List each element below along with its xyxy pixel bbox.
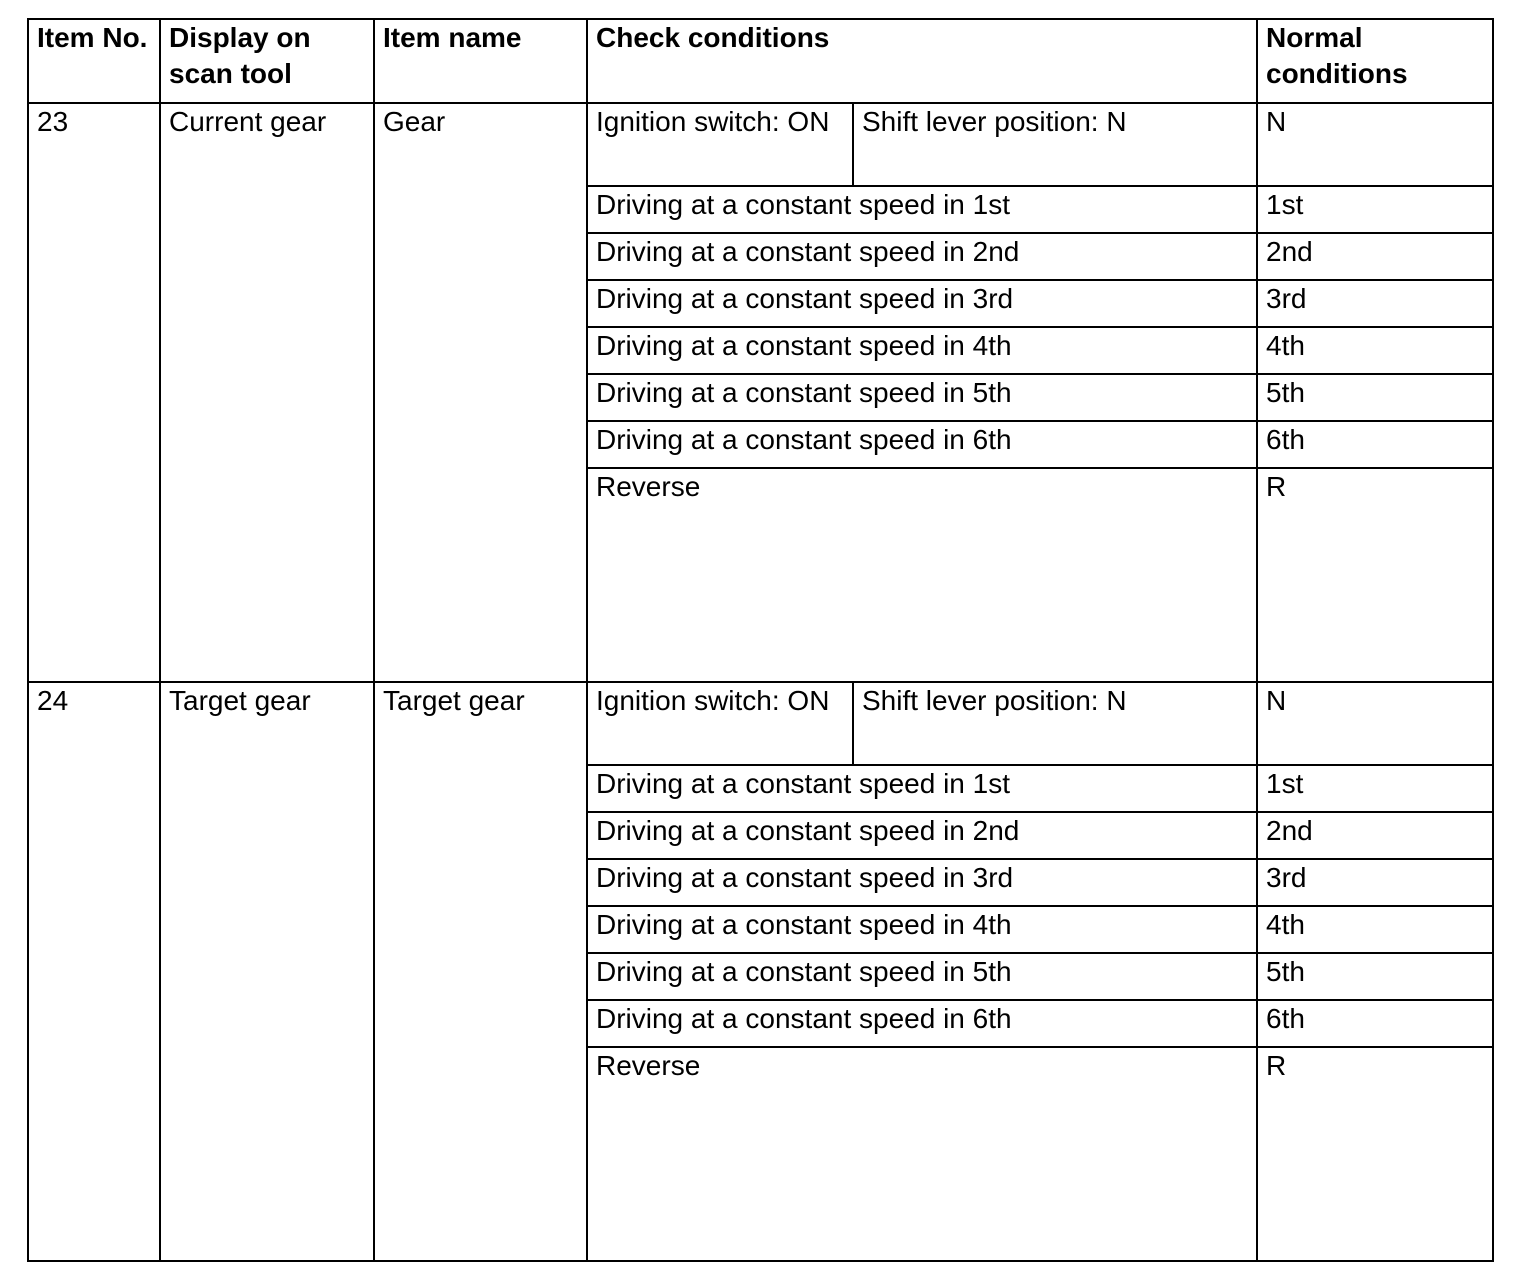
normal-cell: 4th xyxy=(1257,906,1493,953)
condition-cell: Driving at a constant speed in 6th xyxy=(587,1000,1257,1047)
condition-cell: Driving at a constant speed in 2nd xyxy=(587,233,1257,280)
data-list-table xyxy=(27,18,1494,1262)
ignition-condition-cell: Shift lever position: N xyxy=(853,682,1257,765)
condition-cell: Driving at a constant speed in 1st xyxy=(587,186,1257,233)
normal-cell: 6th xyxy=(1257,1000,1493,1047)
normal-cell: 6th xyxy=(1257,421,1493,468)
normal-cell: 1st xyxy=(1257,765,1493,812)
ignition-condition-cell: Shift lever position: N xyxy=(853,103,1257,186)
header-item-no: Item No. xyxy=(28,19,160,103)
ignition-label-cell: Ignition switch: ON xyxy=(587,682,853,765)
display-cell: Target gear xyxy=(160,682,374,1261)
normal-cell: 5th xyxy=(1257,374,1493,421)
normal-cell: 5th xyxy=(1257,953,1493,1000)
reverse-condition-cell: Reverse xyxy=(587,468,1257,682)
item-name-cell: Gear xyxy=(374,103,587,682)
reverse-condition-cell: Reverse xyxy=(587,1047,1257,1261)
normal-cell: 2nd xyxy=(1257,233,1493,280)
condition-cell: Driving at a constant speed in 4th xyxy=(587,906,1257,953)
header-item-name: Item name xyxy=(374,19,587,103)
normal-cell: 3rd xyxy=(1257,280,1493,327)
normal-cell: N xyxy=(1257,103,1493,186)
header-display: Display on scan tool xyxy=(160,19,374,103)
condition-cell: Driving at a constant speed in 1st xyxy=(587,765,1257,812)
normal-cell: N xyxy=(1257,682,1493,765)
header-normal-conditions: Normal conditions xyxy=(1257,19,1493,103)
reverse-normal-cell: R xyxy=(1257,468,1493,682)
condition-cell: Driving at a constant speed in 5th xyxy=(587,953,1257,1000)
normal-cell: 1st xyxy=(1257,186,1493,233)
reverse-normal-cell: R xyxy=(1257,1047,1493,1261)
item-no-cell: 23 xyxy=(28,103,160,682)
item-name-cell: Target gear xyxy=(374,682,587,1261)
condition-cell: Driving at a constant speed in 2nd xyxy=(587,812,1257,859)
condition-cell: Driving at a constant speed in 6th xyxy=(587,421,1257,468)
item-no-cell: 24 xyxy=(28,682,160,1261)
condition-cell: Driving at a constant speed in 3rd xyxy=(587,280,1257,327)
table-row xyxy=(28,682,1493,765)
normal-cell: 4th xyxy=(1257,327,1493,374)
table-row xyxy=(28,103,1493,186)
header-check-conditions: Check conditions xyxy=(587,19,1257,103)
condition-cell: Driving at a constant speed in 3rd xyxy=(587,859,1257,906)
normal-cell: 2nd xyxy=(1257,812,1493,859)
header-row xyxy=(28,19,1493,103)
display-cell: Current gear xyxy=(160,103,374,682)
ignition-label-cell: Ignition switch: ON xyxy=(587,103,853,186)
normal-cell: 3rd xyxy=(1257,859,1493,906)
condition-cell: Driving at a constant speed in 5th xyxy=(587,374,1257,421)
condition-cell: Driving at a constant speed in 4th xyxy=(587,327,1257,374)
